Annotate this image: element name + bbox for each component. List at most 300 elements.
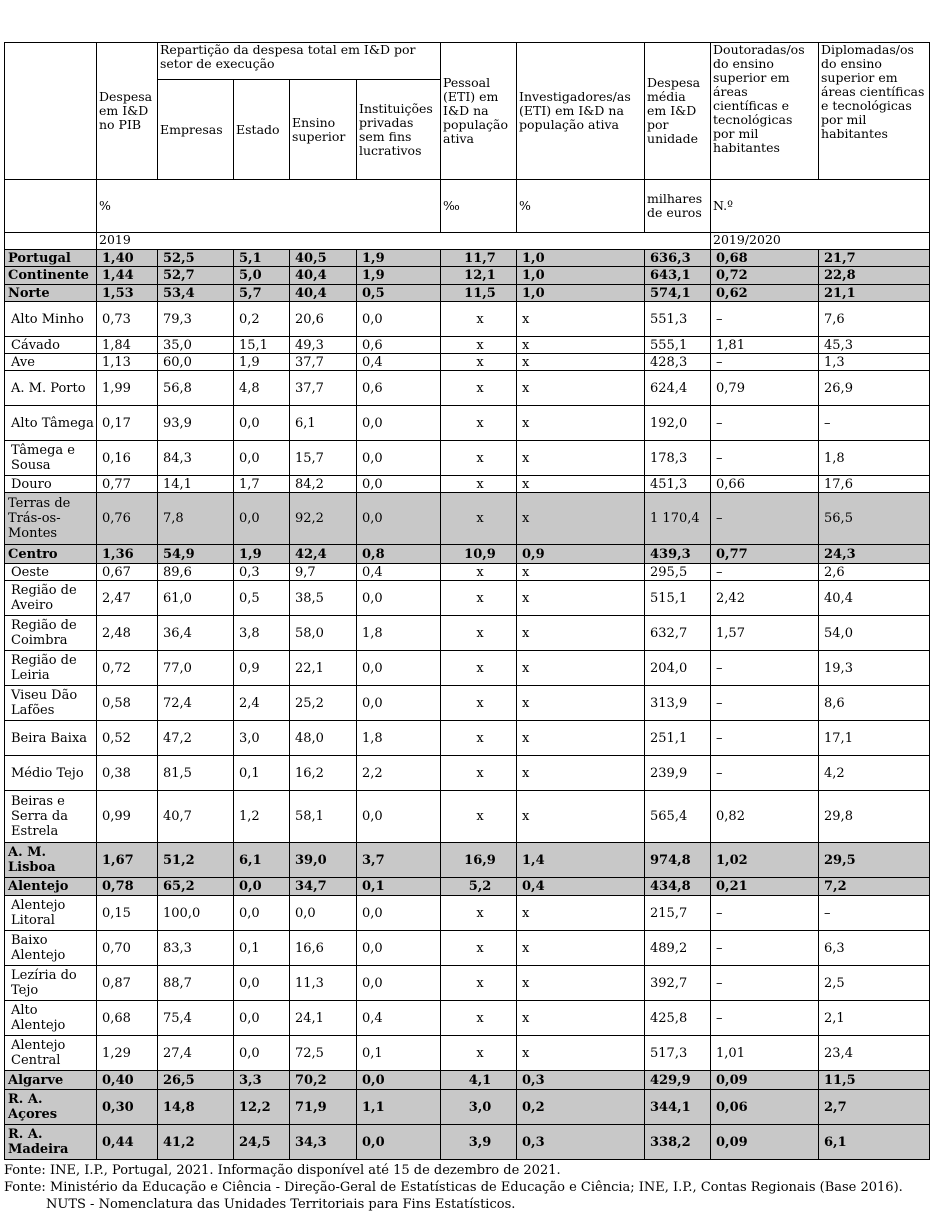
row-label: Beira Baixa bbox=[5, 721, 97, 756]
row-label: Algarve bbox=[5, 1071, 97, 1090]
table-cell: 1,01 bbox=[711, 1036, 819, 1071]
table-cell: 100,0 bbox=[158, 896, 234, 931]
header-reparticao: Repartição da despesa total em I&D por setor de execução bbox=[158, 43, 441, 80]
table-cell: 1,4 bbox=[517, 843, 645, 878]
table-cell: 61,0 bbox=[158, 581, 234, 616]
table-cell: x bbox=[441, 686, 517, 721]
table-cell: 0,0 bbox=[357, 581, 441, 616]
row-label: Centro bbox=[5, 545, 97, 564]
table-cell: x bbox=[441, 476, 517, 493]
table-cell: 0,52 bbox=[97, 721, 158, 756]
table-cell: 71,9 bbox=[290, 1090, 357, 1125]
table-cell: 0,0 bbox=[234, 1001, 290, 1036]
row-label: R. A. Açores bbox=[5, 1090, 97, 1125]
table-cell: 0,79 bbox=[711, 371, 819, 406]
table-cell: x bbox=[441, 931, 517, 966]
table-cell: 178,3 bbox=[645, 441, 711, 476]
table-cell: 7,2 bbox=[819, 878, 930, 896]
table-cell: 4,8 bbox=[234, 371, 290, 406]
table-cell: 16,9 bbox=[441, 843, 517, 878]
table-cell: x bbox=[517, 791, 645, 843]
row-label: Alto Alentejo bbox=[5, 1001, 97, 1036]
table-cell: 0,8 bbox=[357, 545, 441, 564]
table-cell: 632,7 bbox=[645, 616, 711, 651]
table-cell: 84,2 bbox=[290, 476, 357, 493]
table-cell: 24,3 bbox=[819, 545, 930, 564]
table-cell: 10,9 bbox=[441, 545, 517, 564]
table-row bbox=[5, 371, 930, 406]
table-cell: x bbox=[517, 1036, 645, 1071]
table-cell: 1,2 bbox=[234, 791, 290, 843]
table-cell: 489,2 bbox=[645, 931, 711, 966]
table-cell: x bbox=[517, 493, 645, 545]
row-label: A. M. Porto bbox=[5, 371, 97, 406]
table-cell: 1,53 bbox=[97, 285, 158, 302]
table-cell: 429,9 bbox=[645, 1071, 711, 1090]
table-row bbox=[5, 966, 930, 1001]
table-cell: 21,7 bbox=[819, 250, 930, 267]
table-cell: 49,3 bbox=[290, 337, 357, 354]
table-cell: 1,8 bbox=[819, 441, 930, 476]
table-cell: x bbox=[441, 791, 517, 843]
table-cell: 0,0 bbox=[234, 878, 290, 896]
table-cell: x bbox=[517, 371, 645, 406]
table-cell: 52,7 bbox=[158, 267, 234, 285]
table-row bbox=[5, 354, 930, 371]
header-ipsfl: Instituições privadas sem fins lucrativos bbox=[357, 80, 441, 180]
table-cell: 0,38 bbox=[97, 756, 158, 791]
table-cell: 3,0 bbox=[234, 721, 290, 756]
table-cell: x bbox=[441, 1001, 517, 1036]
table-cell: 15,7 bbox=[290, 441, 357, 476]
table-row bbox=[5, 406, 930, 441]
table-cell: – bbox=[711, 896, 819, 931]
table-cell: 7,6 bbox=[819, 302, 930, 337]
table-cell: – bbox=[711, 302, 819, 337]
table-cell: 75,4 bbox=[158, 1001, 234, 1036]
table-cell: 11,3 bbox=[290, 966, 357, 1001]
table-cell: 6,1 bbox=[819, 1125, 930, 1160]
table-cell: 428,3 bbox=[645, 354, 711, 371]
unit-pct2: % bbox=[517, 180, 645, 233]
table-cell: 56,8 bbox=[158, 371, 234, 406]
table-body bbox=[5, 250, 930, 1160]
table-cell: 451,3 bbox=[645, 476, 711, 493]
table-cell: 1,8 bbox=[357, 721, 441, 756]
row-label: Alto Minho bbox=[5, 302, 97, 337]
table-cell: 40,4 bbox=[290, 267, 357, 285]
table-cell: 0,4 bbox=[357, 354, 441, 371]
table-cell: x bbox=[517, 651, 645, 686]
table-cell: 643,1 bbox=[645, 267, 711, 285]
table-cell: 11,5 bbox=[441, 285, 517, 302]
table-cell: 36,4 bbox=[158, 616, 234, 651]
table-cell: 25,2 bbox=[290, 686, 357, 721]
table-cell: 0,0 bbox=[357, 931, 441, 966]
table-cell: 9,7 bbox=[290, 564, 357, 581]
table-cell: – bbox=[711, 756, 819, 791]
table-cell: 1,84 bbox=[97, 337, 158, 354]
header-doutorados: Doutoradas/os do ensino superior em áreas científicas e tecnológicas por mil habitantes bbox=[711, 43, 819, 180]
table-cell: 21,1 bbox=[819, 285, 930, 302]
row-label: Alentejo Litoral bbox=[5, 896, 97, 931]
table-cell: 29,5 bbox=[819, 843, 930, 878]
row-label: Portugal bbox=[5, 250, 97, 267]
table-cell: 204,0 bbox=[645, 651, 711, 686]
table-cell: 14,8 bbox=[158, 1090, 234, 1125]
table-cell: 0,77 bbox=[97, 476, 158, 493]
table-row bbox=[5, 476, 930, 493]
row-label: Douro bbox=[5, 476, 97, 493]
row-label: Terras de Trás-os-Montes bbox=[5, 493, 97, 545]
table-cell: 3,9 bbox=[441, 1125, 517, 1160]
table-cell: x bbox=[517, 756, 645, 791]
table-cell: 40,5 bbox=[290, 250, 357, 267]
table-cell: 1,7 bbox=[234, 476, 290, 493]
table-cell: – bbox=[711, 493, 819, 545]
table-cell: x bbox=[441, 302, 517, 337]
table-row bbox=[5, 441, 930, 476]
table-cell: 83,3 bbox=[158, 931, 234, 966]
table-cell: 0,0 bbox=[357, 1125, 441, 1160]
table-cell: 12,1 bbox=[441, 267, 517, 285]
table-cell: 1,9 bbox=[234, 354, 290, 371]
table-cell: x bbox=[441, 651, 517, 686]
table-cell: 88,7 bbox=[158, 966, 234, 1001]
table-row bbox=[5, 1071, 930, 1090]
unit-milhares: milhares de euros bbox=[645, 180, 711, 233]
table-cell: x bbox=[517, 406, 645, 441]
table-cell: 1,9 bbox=[357, 267, 441, 285]
table-row bbox=[5, 250, 930, 267]
table-cell: 0,0 bbox=[357, 791, 441, 843]
table-cell: 27,4 bbox=[158, 1036, 234, 1071]
table-cell: 0,3 bbox=[517, 1125, 645, 1160]
row-label: Região de Aveiro bbox=[5, 581, 97, 616]
table-cell: 7,8 bbox=[158, 493, 234, 545]
table-row bbox=[5, 843, 930, 878]
table-cell: 0,0 bbox=[357, 686, 441, 721]
row-label: Oeste bbox=[5, 564, 97, 581]
table-cell: 1,8 bbox=[357, 616, 441, 651]
table-cell: 0,73 bbox=[97, 302, 158, 337]
table-row bbox=[5, 1090, 930, 1125]
table-row bbox=[5, 285, 930, 302]
table-cell: 17,6 bbox=[819, 476, 930, 493]
table-cell: 6,1 bbox=[234, 843, 290, 878]
table-cell: 0,78 bbox=[97, 878, 158, 896]
table-cell: 12,2 bbox=[234, 1090, 290, 1125]
table-cell: x bbox=[441, 564, 517, 581]
table-cell: 2,4 bbox=[234, 686, 290, 721]
table-cell: 0,0 bbox=[234, 493, 290, 545]
table-cell: 551,3 bbox=[645, 302, 711, 337]
table-cell: 0,0 bbox=[357, 441, 441, 476]
table-cell: 26,5 bbox=[158, 1071, 234, 1090]
table-cell: 34,3 bbox=[290, 1125, 357, 1160]
table-cell: – bbox=[711, 721, 819, 756]
table-cell: 54,9 bbox=[158, 545, 234, 564]
table-cell: 42,4 bbox=[290, 545, 357, 564]
table-cell: 0,0 bbox=[234, 406, 290, 441]
table-cell: 0,0 bbox=[234, 441, 290, 476]
table-cell: 24,5 bbox=[234, 1125, 290, 1160]
table-cell: x bbox=[517, 721, 645, 756]
footnotes bbox=[4, 1162, 903, 1213]
row-label: Alentejo Central bbox=[5, 1036, 97, 1071]
table-cell: 52,5 bbox=[158, 250, 234, 267]
table-cell: 0,1 bbox=[357, 1036, 441, 1071]
table-cell: 338,2 bbox=[645, 1125, 711, 1160]
table-cell: 0,44 bbox=[97, 1125, 158, 1160]
header-pessoal: Pessoal (ETI) em I&D na população ativa bbox=[441, 43, 517, 180]
table-cell: 3,7 bbox=[357, 843, 441, 878]
table-cell: 515,1 bbox=[645, 581, 711, 616]
table-cell: 0,68 bbox=[97, 1001, 158, 1036]
footnote-source-2: Fonte: Ministério da Educação e Ciência - Direção-Geral de Estatísticas de Educação e Ciência; INE, I.P., Contas Regionais (Base 2016). bbox=[4, 1180, 903, 1195]
table-cell: 0,0 bbox=[290, 896, 357, 931]
table-cell: 0,0 bbox=[357, 966, 441, 1001]
table-cell: 0,0 bbox=[357, 406, 441, 441]
table-cell: – bbox=[819, 896, 930, 931]
table-cell: 0,0 bbox=[234, 896, 290, 931]
table-cell: 439,3 bbox=[645, 545, 711, 564]
table-cell: 0,68 bbox=[711, 250, 819, 267]
year-2019-2020: 2019/2020 bbox=[711, 233, 930, 250]
table-cell: 1,99 bbox=[97, 371, 158, 406]
table-cell: 0,0 bbox=[357, 1071, 441, 1090]
table-cell: 37,7 bbox=[290, 354, 357, 371]
table-cell: 0,70 bbox=[97, 931, 158, 966]
row-label: A. M. Lisboa bbox=[5, 843, 97, 878]
table-cell: 1,40 bbox=[97, 250, 158, 267]
table-cell: 1,67 bbox=[97, 843, 158, 878]
year-2019: 2019 bbox=[97, 233, 711, 250]
table-cell: 0,40 bbox=[97, 1071, 158, 1090]
table-cell: 1,0 bbox=[517, 267, 645, 285]
table-cell: – bbox=[711, 966, 819, 1001]
table-cell: 48,0 bbox=[290, 721, 357, 756]
table-cell: 2,48 bbox=[97, 616, 158, 651]
table-cell: 239,9 bbox=[645, 756, 711, 791]
row-label: Médio Tejo bbox=[5, 756, 97, 791]
table-cell: 35,0 bbox=[158, 337, 234, 354]
table-cell: 20,6 bbox=[290, 302, 357, 337]
table-cell: 434,8 bbox=[645, 878, 711, 896]
table-cell: 45,3 bbox=[819, 337, 930, 354]
table-cell: 0,76 bbox=[97, 493, 158, 545]
table-cell: 565,4 bbox=[645, 791, 711, 843]
table-row bbox=[5, 878, 930, 896]
table-cell: 1,0 bbox=[517, 250, 645, 267]
table-cell: x bbox=[441, 756, 517, 791]
table-cell: x bbox=[441, 581, 517, 616]
table-cell: 11,5 bbox=[819, 1071, 930, 1090]
table-cell: 1,9 bbox=[357, 250, 441, 267]
table-cell: x bbox=[517, 616, 645, 651]
table-cell: 22,1 bbox=[290, 651, 357, 686]
table-cell: 425,8 bbox=[645, 1001, 711, 1036]
table-cell: 19,3 bbox=[819, 651, 930, 686]
year-empty bbox=[5, 233, 97, 250]
table-cell: 295,5 bbox=[645, 564, 711, 581]
table-cell: x bbox=[517, 896, 645, 931]
table-row bbox=[5, 1036, 930, 1071]
table-cell: 0,72 bbox=[711, 267, 819, 285]
table-cell: x bbox=[441, 441, 517, 476]
table-cell: 65,2 bbox=[158, 878, 234, 896]
table-cell: 54,0 bbox=[819, 616, 930, 651]
table-cell: – bbox=[711, 354, 819, 371]
table-cell: x bbox=[517, 1001, 645, 1036]
table-cell: 0,5 bbox=[234, 581, 290, 616]
table-cell: 0,0 bbox=[357, 302, 441, 337]
table-cell: 4,1 bbox=[441, 1071, 517, 1090]
table-cell: x bbox=[441, 721, 517, 756]
table-cell: x bbox=[441, 371, 517, 406]
header-ensino: Ensino superior bbox=[290, 80, 357, 180]
table-cell: 72,5 bbox=[290, 1036, 357, 1071]
table-cell: 0,21 bbox=[711, 878, 819, 896]
table-cell: 41,2 bbox=[158, 1125, 234, 1160]
table-cell: 0,82 bbox=[711, 791, 819, 843]
header-diplomados: Diplomadas/os do ensino superior em áreas científicas e tecnológicas por mil habitantes bbox=[819, 43, 930, 180]
table-cell: – bbox=[711, 1001, 819, 1036]
table-cell: 0,67 bbox=[97, 564, 158, 581]
table-cell: 6,3 bbox=[819, 931, 930, 966]
table-row bbox=[5, 1001, 930, 1036]
table-row bbox=[5, 493, 930, 545]
table-cell: 1,9 bbox=[234, 545, 290, 564]
table-cell: 0,9 bbox=[517, 545, 645, 564]
table-cell: 6,1 bbox=[290, 406, 357, 441]
table-cell: 344,1 bbox=[645, 1090, 711, 1125]
table-cell: 0,15 bbox=[97, 896, 158, 931]
table-cell: 1,0 bbox=[517, 285, 645, 302]
table-cell: x bbox=[517, 931, 645, 966]
table-cell: x bbox=[441, 493, 517, 545]
table-cell: 38,5 bbox=[290, 581, 357, 616]
table-row bbox=[5, 791, 930, 843]
header-investigadores: Investigadores/as (ETI) em I&D na população ativa bbox=[517, 43, 645, 180]
table-cell: 1,13 bbox=[97, 354, 158, 371]
table-cell: 3,8 bbox=[234, 616, 290, 651]
table-cell: 2,2 bbox=[357, 756, 441, 791]
table-cell: 40,7 bbox=[158, 791, 234, 843]
table-cell: 574,1 bbox=[645, 285, 711, 302]
table-cell: – bbox=[711, 441, 819, 476]
table-cell: x bbox=[441, 337, 517, 354]
table-cell: 29,8 bbox=[819, 791, 930, 843]
table-cell: 37,7 bbox=[290, 371, 357, 406]
table-cell: 0,4 bbox=[357, 564, 441, 581]
table-cell: 5,1 bbox=[234, 250, 290, 267]
header-despesa-media: Despesa média em I&D por unidade bbox=[645, 43, 711, 180]
table-row bbox=[5, 545, 930, 564]
row-label: Alentejo bbox=[5, 878, 97, 896]
table-cell: 26,9 bbox=[819, 371, 930, 406]
table-cell: 17,1 bbox=[819, 721, 930, 756]
table-cell: 1,29 bbox=[97, 1036, 158, 1071]
table-cell: 79,3 bbox=[158, 302, 234, 337]
table-cell: 0,0 bbox=[234, 1036, 290, 1071]
table-cell: 5,0 bbox=[234, 267, 290, 285]
table-cell: 53,4 bbox=[158, 285, 234, 302]
footnote-source-1: Fonte: INE, I.P., Portugal, 2021. Informação disponível até 15 de dezembro de 2021. bbox=[4, 1163, 561, 1178]
table-cell: 0,6 bbox=[357, 337, 441, 354]
table-cell: 0,4 bbox=[517, 878, 645, 896]
table-cell: x bbox=[517, 966, 645, 1001]
table-cell: 2,6 bbox=[819, 564, 930, 581]
row-label: Tâmega e Sousa bbox=[5, 441, 97, 476]
table-cell: x bbox=[517, 337, 645, 354]
table-row bbox=[5, 896, 930, 931]
unit-pct: % bbox=[97, 180, 441, 233]
row-label: Região de Leiria bbox=[5, 651, 97, 686]
table-cell: x bbox=[517, 581, 645, 616]
header-estado: Estado bbox=[234, 80, 290, 180]
row-label: Alto Tâmega bbox=[5, 406, 97, 441]
table-cell: x bbox=[517, 302, 645, 337]
table-cell: x bbox=[441, 896, 517, 931]
table-cell: 34,7 bbox=[290, 878, 357, 896]
table-cell: 0,1 bbox=[234, 931, 290, 966]
statistics-table bbox=[4, 42, 930, 1160]
table-cell: 15,1 bbox=[234, 337, 290, 354]
table-cell: – bbox=[711, 686, 819, 721]
unit-empty bbox=[5, 180, 97, 233]
table-cell: 92,2 bbox=[290, 493, 357, 545]
table-cell: 1,3 bbox=[819, 354, 930, 371]
table-cell: 1,57 bbox=[711, 616, 819, 651]
table-cell: 1 170,4 bbox=[645, 493, 711, 545]
table-row bbox=[5, 931, 930, 966]
table-cell: 0,5 bbox=[357, 285, 441, 302]
row-label: Cávado bbox=[5, 337, 97, 354]
table-cell: 392,7 bbox=[645, 966, 711, 1001]
table-cell: 23,4 bbox=[819, 1036, 930, 1071]
table-cell: 11,7 bbox=[441, 250, 517, 267]
table-cell: x bbox=[441, 966, 517, 1001]
table-cell: 1,1 bbox=[357, 1090, 441, 1125]
table-cell: 0,87 bbox=[97, 966, 158, 1001]
table-row bbox=[5, 581, 930, 616]
table-row bbox=[5, 564, 930, 581]
row-label: Beiras e Serra da Estrela bbox=[5, 791, 97, 843]
table-cell: 5,2 bbox=[441, 878, 517, 896]
table-cell: 2,5 bbox=[819, 966, 930, 1001]
table-cell: 84,3 bbox=[158, 441, 234, 476]
table-cell: 0,09 bbox=[711, 1125, 819, 1160]
row-label: Baixo Alentejo bbox=[5, 931, 97, 966]
table-cell: 0,0 bbox=[357, 493, 441, 545]
table-cell: 8,6 bbox=[819, 686, 930, 721]
table-cell: 555,1 bbox=[645, 337, 711, 354]
table-cell: 81,5 bbox=[158, 756, 234, 791]
table-cell: x bbox=[517, 441, 645, 476]
table-cell: 0,06 bbox=[711, 1090, 819, 1125]
table-cell: 93,9 bbox=[158, 406, 234, 441]
table-cell: 313,9 bbox=[645, 686, 711, 721]
row-label: Região de Coimbra bbox=[5, 616, 97, 651]
table-row bbox=[5, 686, 930, 721]
table-cell: x bbox=[441, 1036, 517, 1071]
table-cell: x bbox=[517, 354, 645, 371]
table-cell: 0,66 bbox=[711, 476, 819, 493]
table-cell: 1,44 bbox=[97, 267, 158, 285]
table-cell: 22,8 bbox=[819, 267, 930, 285]
table-row bbox=[5, 337, 930, 354]
